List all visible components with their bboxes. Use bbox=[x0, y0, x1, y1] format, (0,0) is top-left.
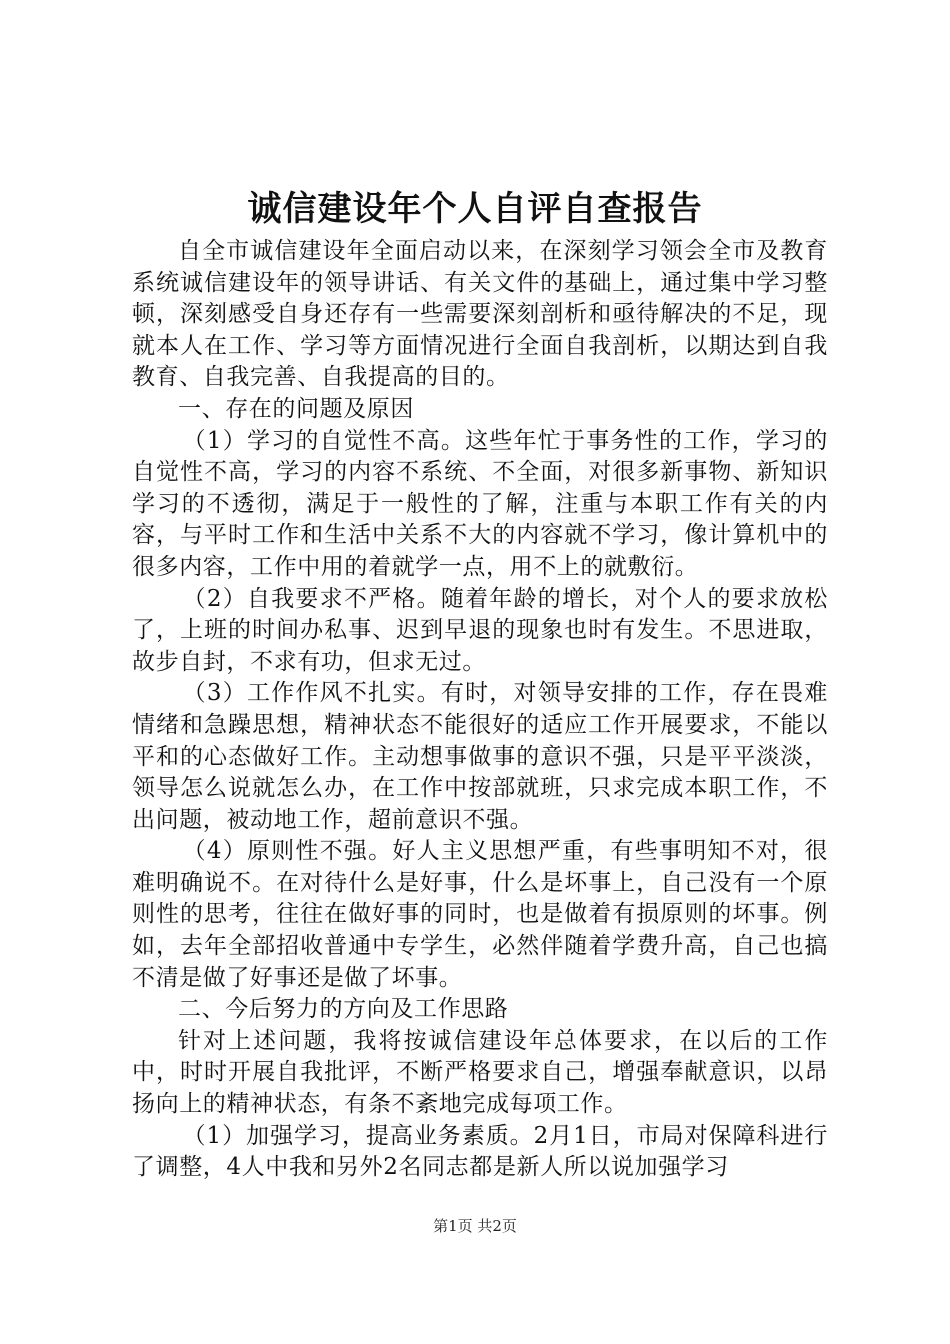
direction-paragraph-1: （1）加强学习，提高业务素质。2月1日，市局对保障科进行了调整，4人中我和另外2名同志都是新人所以说加强学习 bbox=[132, 1122, 828, 1181]
problem-paragraph-1: （1）学习的自觉性不高。这些年忙于事务性的工作，学习的自觉性不高，学习的内容不系统、不全面，对很多新事物、新知识学习的不透彻，满足于一般性的了解，注重与本职工作有关的内容，与平时工作和生活中关系不大的内容就不学习，像计算机中的很多内容，工作中用的着就学一点，用不上的就敷衍。 bbox=[132, 427, 828, 580]
section-heading-direction: 二、今后努力的方向及工作思路 bbox=[178, 996, 509, 1023]
intro-paragraph: 自全市诚信建设年全面启动以来，在深刻学习领会全市及教育系统诚信建设年的领导讲话、有关文件的基础上，通过集中学习整顿，深刻感受自身还存有一些需要深刻剖析和亟待解决的不足，现就本人在工作、学习等方面情况进行全面自我剖析，以期达到自我教育、自我完善、自我提高的目的。 bbox=[132, 238, 828, 391]
page-footer: 第1页 共2页 bbox=[433, 1217, 517, 1235]
document-title: 诚信建设年个人自评自查报告 bbox=[247, 189, 703, 229]
section-heading-problems: 一、存在的问题及原因 bbox=[178, 395, 414, 422]
problem-paragraph-4: （4）原则性不强。好人主义思想严重，有些事明知不对，很难明确说不。在对待什么是好事，什么是坏事上，自己没有一个原则性的思考，往往在做好事的同时，也是做着有损原则的坏事。例如，去年全部招收普通中专学生，必然伴随着学费升高，自己也搞不清是做了好事还是做了坏事。 bbox=[132, 838, 828, 991]
document-body bbox=[132, 236, 828, 1184]
problem-paragraph-3: （3）工作作风不扎实。有时，对领导安排的工作，存在畏难情绪和急躁思想，精神状态不能很好的适应工作开展要求，不能以平和的心态做好工作。主动想事做事的意识不强，只是平平淡淡，领导怎么说就怎么办，在工作中按部就班，只求完成本职工作，不出问题，被动地工作，超前意识不强。 bbox=[132, 680, 828, 833]
direction-paragraph: 针对上述问题，我将按诚信建设年总体要求，在以后的工作中，时时开展自我批评，不断严格要求自己，增强奉献意识，以昂扬向上的精神状态，有条不紊地完成每项工作。 bbox=[132, 1027, 828, 1118]
problem-paragraph-2: （2）自我要求不严格。随着年龄的增长，对个人的要求放松了，上班的时间办私事、迟到早退的现象也时有发生。不思进取，故步自封，不求有功，但求无过。 bbox=[132, 585, 828, 675]
